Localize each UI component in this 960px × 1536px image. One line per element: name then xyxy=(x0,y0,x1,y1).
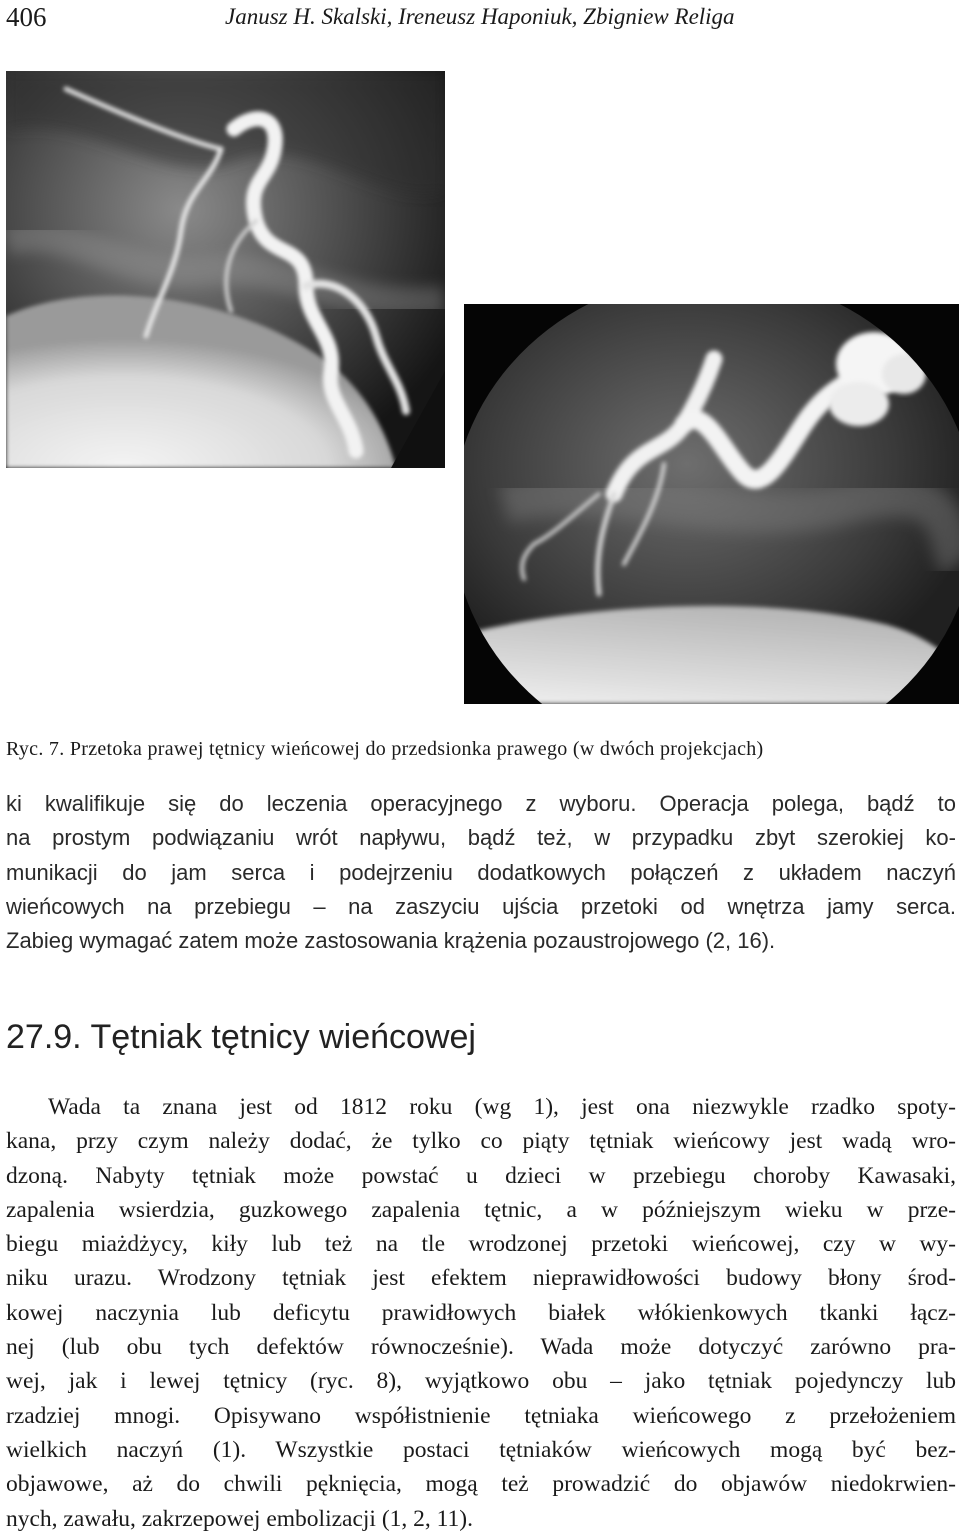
body-paragraph-1 xyxy=(6,787,956,958)
text-line: rzadziej mnogi. Opisywano współistnienie tętniaka wieńcowego z przełożeniem xyxy=(6,1402,956,1429)
body-paragraph-2 xyxy=(6,1090,956,1536)
angiogram-projection-2 xyxy=(464,304,959,704)
text-line: na prostym podwiązaniu wrót napływu, bądź też, w przypadku zbyt szerokiej ko- xyxy=(6,825,956,851)
angiogram-projection-1 xyxy=(6,71,445,468)
text-line: wielkich naczyń (1). Wszystkie postaci tętniaków wieńcowych mogą być bez- xyxy=(6,1436,956,1463)
text-line: niku urazu. Wrodzony tętniak jest efektem nieprawidłowości budowy błony środ- xyxy=(6,1265,956,1292)
text-line: nej (lub obu tych defektów równocześnie). Wada może dotyczyć zarówno pra- xyxy=(6,1334,956,1361)
running-authors: Janusz H. Skalski, Ireneusz Haponiuk, Zbigniew Religa xyxy=(225,4,735,29)
text-line: objawowe, aż do chwili pęknięcia, mogą też prowadzić do objawów niedokrwien- xyxy=(6,1471,956,1498)
figure-caption: Ryc. 7. Przetoka prawej tętnicy wieńcowej do przedsionka prawego (w dwóch projekcjach) xyxy=(6,738,764,760)
text-line: dzoną. Nabyty tętniak może powstać u dzieci w przebiegu choroby Kawasaki, xyxy=(6,1162,956,1189)
text-line: munikacji do jam serca i podejrzeniu dodatkowych połączeń z układem naczyń xyxy=(6,859,956,885)
page-number: 406 xyxy=(6,2,47,32)
text-line: kana, przy czym należy dodać, że tylko co piąty tętniak wieńcowy jest wadą wro- xyxy=(6,1128,956,1155)
text-line: kowej naczynia lub deficytu prawidłowych białek włókienkowych tkanki łącz- xyxy=(6,1299,956,1326)
text-line: biegu miażdżycy, kiły lub też na tle wrodzonej przetoki wieńcowej, czy w wy- xyxy=(6,1231,956,1258)
text-line: wej, jak i lewej tętnicy (ryc. 8), wyjątkowo obu – jako tętniak pojedynczy lub xyxy=(6,1368,956,1395)
text-line: zapalenia wsierdzia, guzkowego zapalenia tętnic, a w późniejszym wieku w prze- xyxy=(6,1196,956,1223)
text-line: Wada ta znana jest od 1812 roku (wg 1), jest ona niezwykle rzadko spoty- xyxy=(48,1094,956,1120)
text-line: Zabieg wymagać zatem może zastosowania krążenia pozaustrojowego (2, 16). xyxy=(6,928,776,954)
text-line: nych, zawału, zakrzepowej embolizacji (1, 2, 11). xyxy=(6,1505,473,1532)
section-heading: 27.9. Tętniak tętnicy wieńcowej xyxy=(6,1018,476,1056)
text-line: ki kwalifikuje się do leczenia operacyjnego z wyboru. Operacja polega, bądź to xyxy=(6,791,956,816)
running-header xyxy=(6,2,954,36)
text-line: wieńcowych na przebiegu – na zaszyciu ujścia przetoki od wnętrza jamy serca. xyxy=(6,893,956,919)
